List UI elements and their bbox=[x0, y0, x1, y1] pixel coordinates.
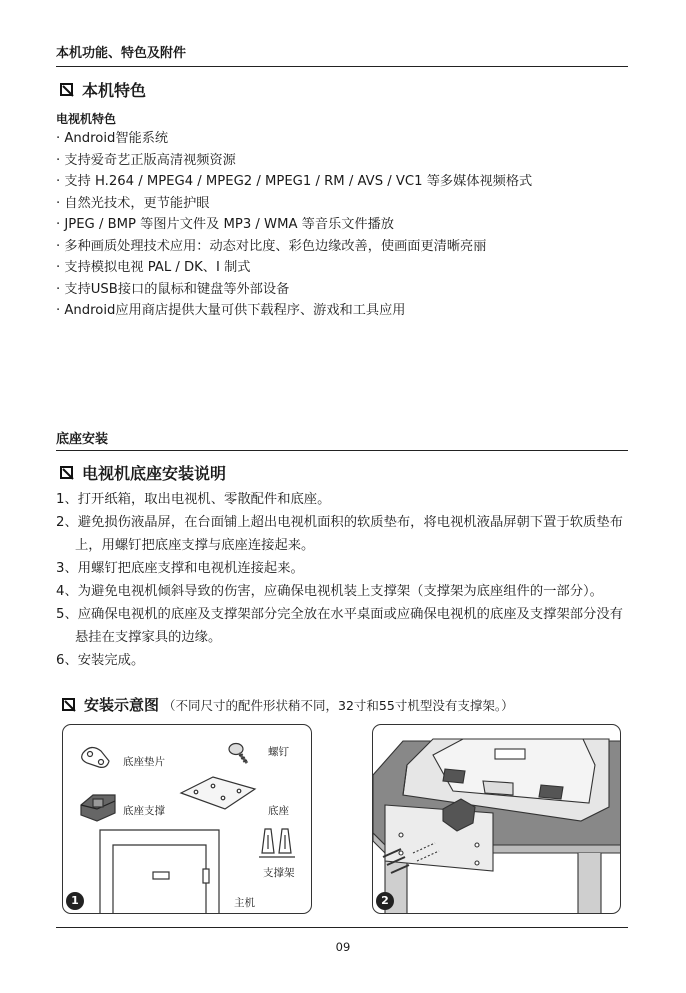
diagram-note: （不同尺寸的配件形状稍不同，32寸和55寸机型没有支撑架。） bbox=[163, 697, 514, 713]
page-number: 09 bbox=[335, 940, 351, 954]
list-item: 3、用螺钉把底座支撑和电视机连接起来。 bbox=[56, 561, 304, 576]
label-support: 底座支撑 bbox=[123, 805, 165, 817]
base-pad-icon bbox=[82, 747, 109, 767]
label-main: 主机 bbox=[234, 897, 255, 909]
feature-list bbox=[56, 128, 532, 322]
stand-bracket-icon bbox=[259, 829, 295, 857]
list-item: 4、为避免电视机倾斜导致的伤害，应确保电视机装上支撑架（支撑架为底座组件的一部分）。 bbox=[56, 584, 603, 599]
install-steps bbox=[56, 488, 636, 672]
list-item: 6、安装完成。 bbox=[56, 653, 145, 668]
list-item: · JPEG / BMP 等图片文件及 MP3 / WMA 等音乐文件播放 bbox=[56, 217, 394, 232]
tv-main-unit-icon bbox=[100, 830, 219, 914]
base-support-icon bbox=[81, 795, 115, 821]
section-title-features: 本机功能、特色及附件 bbox=[56, 46, 187, 61]
install-heading bbox=[60, 461, 226, 484]
list-item: · 自然光技术，更节能护眼 bbox=[56, 195, 210, 211]
list-item: 2、避免损伤液晶屏，在台面铺上超出电视机面积的软质垫布，将电视机液晶屏朝下置于软质垫布上，用螺钉把底座支撑与底座连接起来。 bbox=[56, 515, 623, 553]
diagram-panel-assembly bbox=[372, 724, 621, 914]
features-heading-label: 本机特色 bbox=[82, 81, 147, 100]
features-subheading: 电视机特色 bbox=[56, 112, 117, 126]
list-item: · 支持爱奇艺正版高清视频资源 bbox=[56, 152, 236, 168]
panel-number-badge: 1 bbox=[66, 892, 84, 910]
label-stand: 支撑架 bbox=[263, 867, 295, 879]
base-plate-icon bbox=[181, 777, 255, 809]
label-screw: 螺钉 bbox=[268, 746, 289, 758]
label-base: 底座 bbox=[268, 805, 289, 817]
panel-number-badge: 2 bbox=[376, 892, 394, 910]
install-heading-label: 电视机底座安装说明 bbox=[82, 464, 227, 483]
list-item: · 支持模拟电视 PAL / DK、I 制式 bbox=[56, 260, 251, 275]
screw-icon bbox=[229, 744, 247, 764]
list-item: · 支持 H.264 / MPEG4 / MPEG2 / MPEG1 / RM / AVS / VC1 等多媒体视频格式 bbox=[56, 174, 533, 189]
list-item: · Android智能系统 bbox=[56, 131, 169, 146]
diagonal-box-icon bbox=[60, 466, 73, 479]
list-item: · 多种画质处理技术应用：动态对比度、彩色边缘改善，使画面更清晰亮丽 bbox=[56, 238, 487, 254]
diagonal-box-icon bbox=[60, 83, 73, 96]
list-item: 5、应确保电视机的底座及支撑架部分完全放在水平桌面或应确保电视机的底座及支撑架部分没有悬挂在支撑家具的边缘。 bbox=[56, 607, 623, 645]
footer-divider bbox=[56, 927, 628, 928]
diagram-heading bbox=[62, 694, 514, 715]
list-item: · 支持USB接口的鼠标和键盘等外部设备 bbox=[56, 281, 290, 297]
assembly-drawing bbox=[373, 725, 621, 914]
diagram-title: 安装示意图 bbox=[84, 696, 160, 714]
features-heading bbox=[60, 78, 146, 101]
section-title-install: 底座安装 bbox=[56, 432, 109, 447]
section-divider bbox=[56, 450, 628, 451]
list-item: 1、打开纸箱，取出电视机、零散配件和底座。 bbox=[56, 492, 331, 507]
list-item: · Android应用商店提供大量可供下载程序、游戏和工具应用 bbox=[56, 303, 406, 318]
label-pad: 底座垫片 bbox=[123, 756, 165, 768]
diagonal-box-icon bbox=[62, 698, 75, 711]
section-divider bbox=[56, 66, 628, 67]
diagram-panel-parts bbox=[62, 724, 312, 914]
